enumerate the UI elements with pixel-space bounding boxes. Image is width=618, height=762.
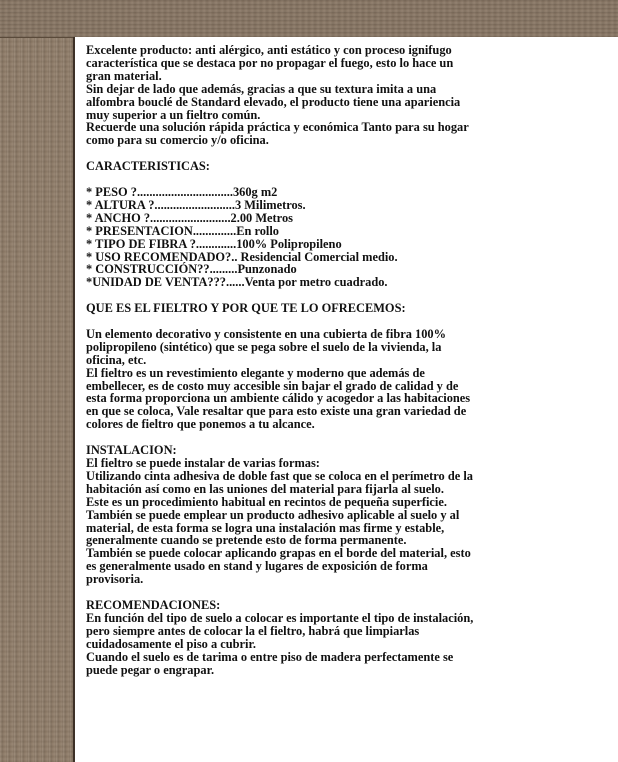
instalacion-paragraph: También se puede colocar aplicando grapas en el borde del material, esto es generalmente usado en stand y lugares de exposición de forma provisoria. [86, 546, 471, 587]
product-description-text [75, 37, 618, 676]
spec-line: * PESO ?...............................360g m2 [86, 184, 278, 199]
wood-side-band [0, 37, 73, 762]
fieltro-paragraph: El fieltro es un revestimiento elegante y moderno que además de embellecer, es de costo muy accesible sin bajar el grado de calidad y de esta forma proporciona un ambiente cálido y acogedor a las habitaciones en que se coloca, Vale resaltar que para esto existe una gran variedad de colores de fieltro que ponemos a tu alcance. [86, 365, 471, 432]
product-description-panel [73, 37, 618, 762]
fieltro-heading: QUE ES EL FIELTRO Y POR QUE TE LO OFRECEMOS: [86, 301, 406, 316]
wood-header-band [0, 0, 618, 38]
spec-line: * PRESENTACION..............En rollo [86, 223, 279, 238]
instalacion-paragraph: Utilizando cinta adhesiva de doble fast que se coloca en el perímetro de la habitación así como en las uniones del material para fijarla al suelo. [86, 468, 473, 496]
spec-line: * USO RECOMENDADO?.. Residencial Comercial medio. [86, 249, 398, 264]
recomendaciones-paragraph: Cuando el suelo es de tarima o entre piso de madera perfectamente se puede pegar o engrapar. [86, 649, 454, 677]
recomendaciones-paragraph: En función del tipo de suelo a colocar es importante el tipo de instalación, pero siempre antes de colocar la el fieltro, habrá que limpiarlas cuidadosamente el piso a cubrir. [86, 610, 474, 651]
instalacion-paragraph: El fieltro se puede instalar de varias formas: [86, 456, 320, 470]
spec-line: * ANCHO ?..........................2.00 Metros [86, 210, 293, 225]
instalacion-heading: INSTALACION: [86, 443, 177, 458]
spec-line: *UNIDAD DE VENTA???......Venta por metro cuadrado. [86, 275, 388, 290]
spec-line: * TIPO DE FIBRA ?.............100% Polipropileno [86, 236, 342, 251]
intro-paragraph: Recuerde una solución rápida práctica y económica Tanto para su hogar como para su comercio y/o oficina. [86, 120, 469, 148]
recomendaciones-heading: RECOMENDACIONES: [86, 597, 221, 612]
fieltro-paragraph: Un elemento decorativo y consistente en una cubierta de fibra 100% polipropileno (sintético) que se pega sobre el suelo de la vivienda, la oficina, etc. [86, 326, 446, 367]
caracteristicas-heading: CARACTERISTICAS: [86, 159, 210, 174]
spec-line: * CONSTRUCCIÓN??.........Punzonado [86, 262, 297, 277]
spec-line: * ALTURA ?..........................3 Milimetros. [86, 197, 306, 212]
intro-paragraph: Sin dejar de lado que además, gracias a que su textura imita a una alfombra bouclé de Standard elevado, el producto tiene una apariencia muy superior a un fieltro común. [86, 81, 461, 122]
intro-paragraph: Excelente producto: anti alérgico, anti estático y con proceso ignifugo característica que se destaca por no propagar el fuego, esto lo hace un gran material. [86, 43, 454, 83]
instalacion-paragraph: Este es un procedimiento habitual en recintos de pequeña superficie. [86, 494, 447, 509]
instalacion-paragraph: También se puede emplear un producto adhesivo aplicable al suelo y al material, de esta forma se logra una instalación mas firme y estable, generalmente cuando se pretende esto de forma permanente. [86, 507, 460, 548]
